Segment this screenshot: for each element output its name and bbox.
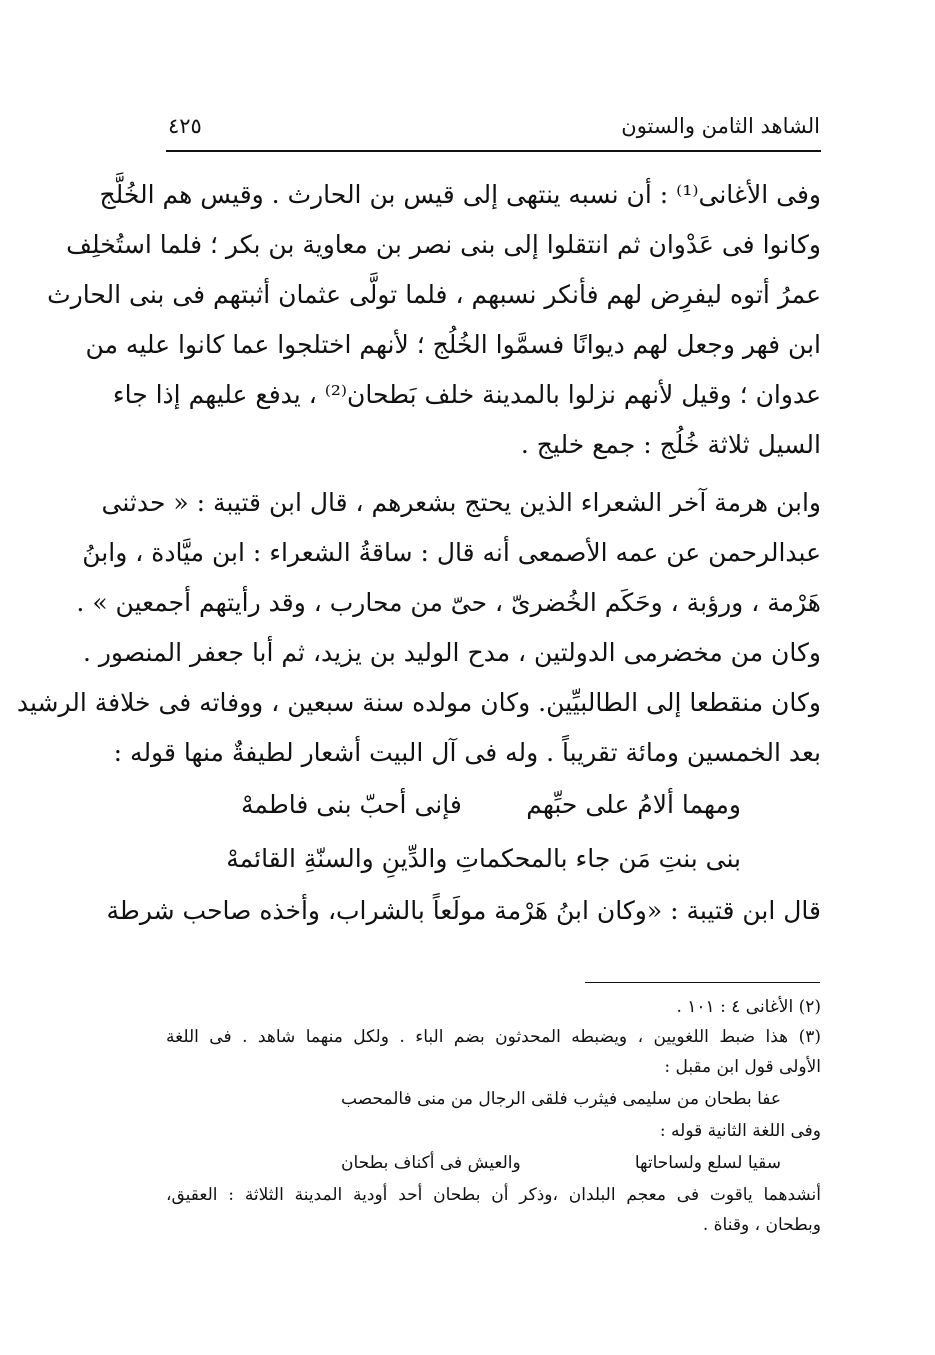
footnote-verse	[341, 1146, 781, 1180]
footnote-rule	[585, 982, 820, 983]
text-line: وكانوا فى عَدْوان ثم انتقلوا إلى بنى نصر بن معاوية بن بكر ؛ فلما استُخلِف	[66, 230, 821, 259]
main-text	[16, 170, 821, 936]
text-line: وابن هرمة آخر الشعراء الذين يحتج بشعرهم ، قال ابن قتيبة : « حدثنى	[101, 488, 821, 517]
poem-verse	[241, 778, 741, 832]
verse-first-hemistich: سقيا لسلع ولساحاتها	[634, 1153, 781, 1173]
text-line: وفى الأغانى⁽¹⁾ : أن نسبه ينتهى إلى قيس بن الحارث . وقيس هم الخُلَّج	[99, 180, 821, 209]
text-line: عمرُ أتوه ليفرِض لهم فأنكر نسبهم ، فلما تولَّى عثمان أثبتهم فى بنى الحارث	[47, 280, 821, 309]
poem-verse	[226, 832, 741, 886]
footnote-3-line: الأولى قول ابن مقبل :	[664, 1057, 821, 1077]
text-line: وكان منقطعا إلى الطالبيِّين. وكان مولده سنة سبعين ، ووفاته فى خلافة الرشيد	[16, 688, 821, 717]
text-line: عبدالرحمن عن عمه الأصمعى أنه قال : ساقةُ الشعراء : ابن ميَّادة ، وابنُ	[82, 538, 821, 567]
text-line: قال ابن قتيبة : «وكان ابنُ هَرْمة مولَعاً بالشراب، وأخذه صاحب شرطة	[106, 896, 821, 925]
text-line: هَرْمة ، ورؤبة ، وحَكَم الخُضرىّ ، حىّ من محارب ، وقد رأيتهم أجمعين » .	[76, 588, 821, 617]
page-header	[168, 108, 820, 144]
footnote-2: (٢) الأغانى ٤ : ١٠١ .	[676, 997, 821, 1017]
page-number: ٤٢٥	[168, 114, 202, 138]
text-line: عدوان ؛ وقيل لأنهم نزلوا بالمدينة خلف بَطحان⁽²⁾ ، يدفع عليهم إذا جاء	[112, 380, 821, 409]
footnote-verse	[341, 1082, 781, 1116]
verse-first-hemistich: ومهما ألامُ على حبِّهم	[526, 790, 741, 819]
footnotes	[166, 992, 821, 1240]
text-line: ابن فهر وجعل لهم ديوانًا فسمَّوا الخُلُج ؛ لأنهم اختلجوا عما كانوا عليه من	[85, 330, 821, 359]
verse-second-hemistich: فإنى أحبّ بنى فاطمهْ	[241, 790, 462, 819]
text-line: السيل ثلاثة خُلُج : جمع خليج .	[520, 430, 821, 459]
verse-second-hemistich: تِ والدِّينِ والسنّةِ القائمهْ	[226, 844, 479, 873]
text-line: وكان من مخضرمى الدولتين ، مدح الوليد بن يزيد، ثم أبا جعفر المنصور .	[82, 638, 821, 667]
text-line: بعد الخمسين ومائة تقريباً . وله فى آل البيت أشعار لطيفةٌ منها قوله :	[113, 738, 821, 767]
footnote-3-line: وبطحان ، وقناة .	[702, 1215, 821, 1235]
footnote-3-line: وفى اللغة الثانية قوله :	[659, 1121, 821, 1141]
footnote-3-line: أنشدهما ياقوت فى معجم البلدان ،وذكر أن بطحان أحد أودية المدينة الثلاثة : العقيق،	[166, 1185, 821, 1205]
header-rule	[166, 150, 821, 152]
verse-first-hemistich: عفا بطحان من سليمى فيثرب	[573, 1089, 781, 1109]
verse-second-hemistich: والعيش فى أكناف بطحان	[341, 1153, 521, 1173]
verse-first-hemistich: بنى بنتِ مَن جاء بالمحكما	[478, 844, 741, 873]
running-title: الشاهد الثامن والستون	[621, 114, 820, 138]
footnote-3-line: (٣) هذا ضبط اللغويين ، ويضبطه المحدثون بضم الباء . ولكل منهما شاهد . فى اللغة	[166, 1027, 821, 1047]
verse-second-hemistich: فلقى الرجال من منى فالمحصب	[341, 1089, 568, 1109]
